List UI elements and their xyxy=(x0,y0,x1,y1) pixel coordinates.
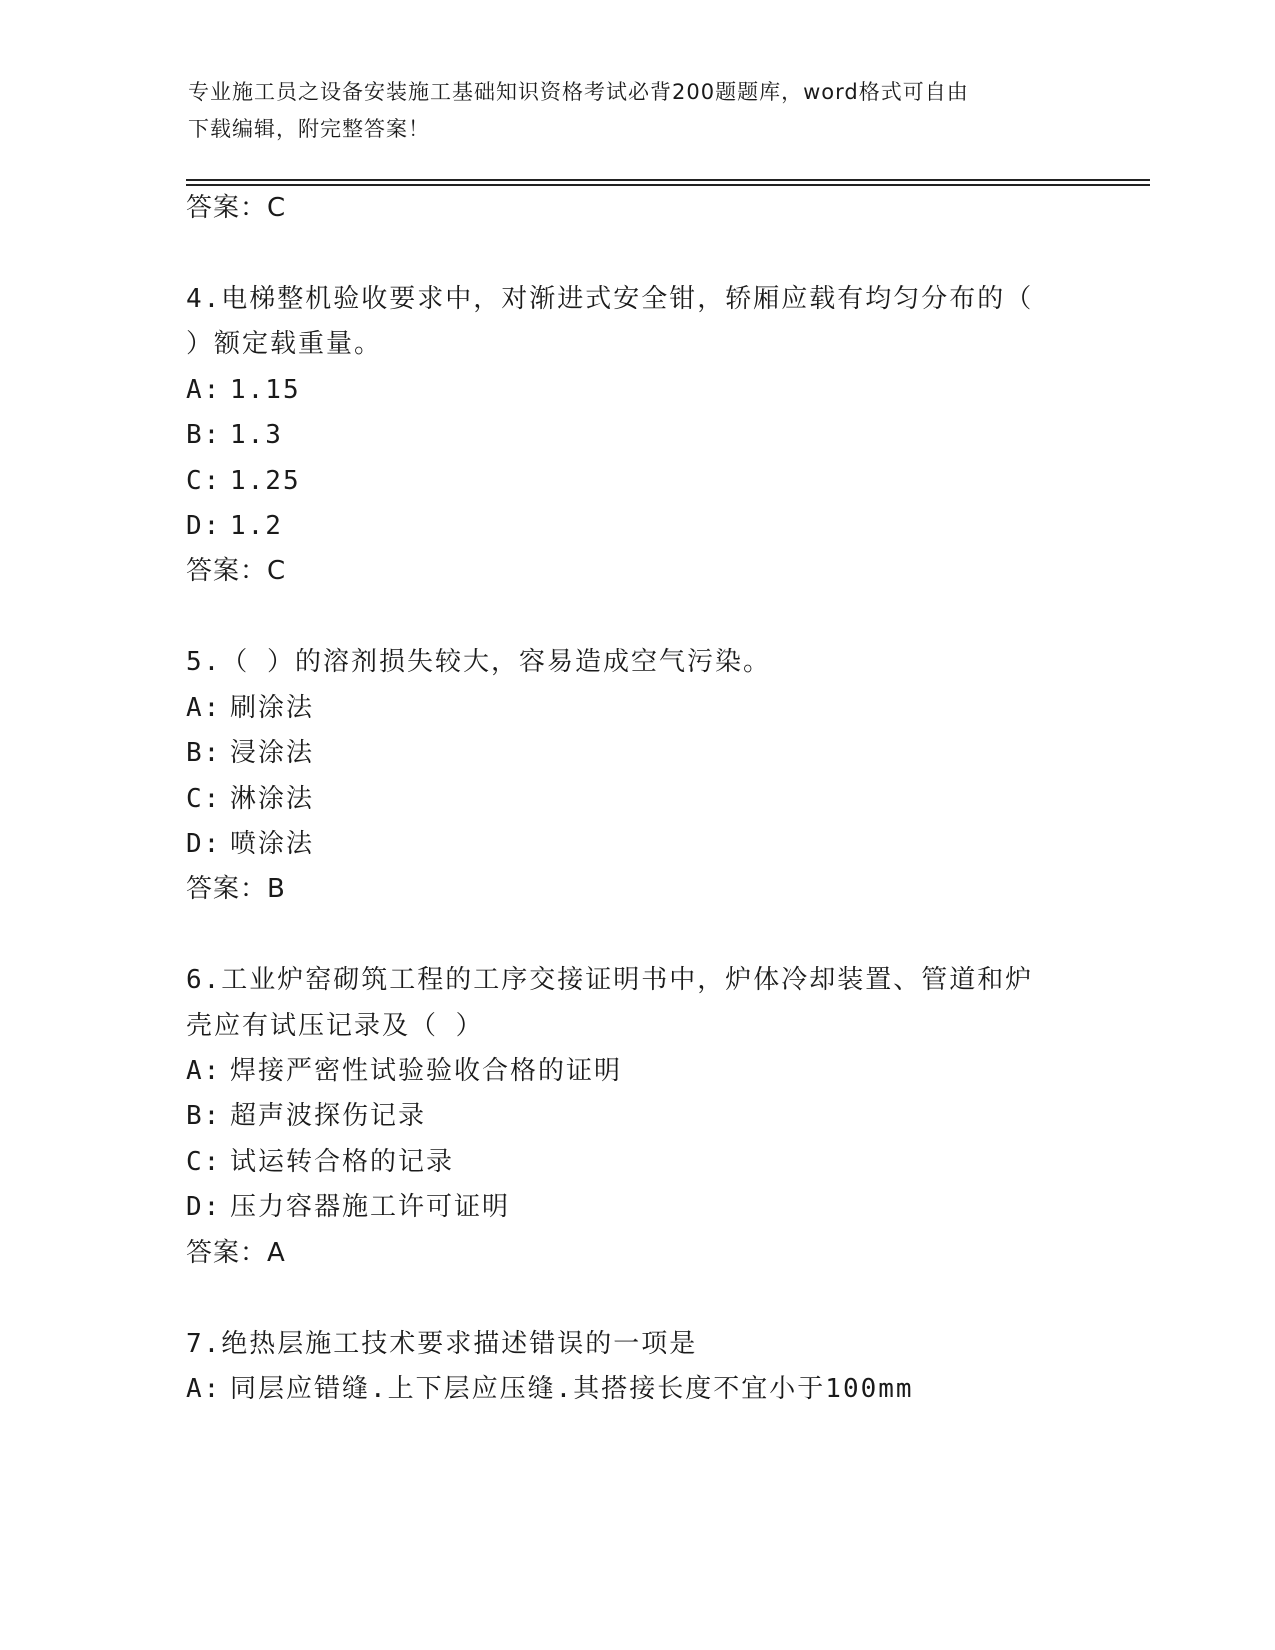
option-d xyxy=(186,504,1086,549)
question-text-line: 6.工业炉窑砌筑工程的工序交接证明书中，炉体冷却装置、管道和炉 xyxy=(186,965,1034,996)
question-7 xyxy=(186,1322,1086,1413)
answer: 答案：B xyxy=(186,874,286,905)
option-a xyxy=(186,1049,1086,1094)
option-key: C: xyxy=(186,1146,222,1177)
option-d xyxy=(186,1185,1086,1230)
header-line-1: 专业施工员之设备安装施工基础知识资格考试必背200题题库，word格式可自由 xyxy=(188,80,969,104)
answer: 答案：A xyxy=(186,1237,286,1268)
option-text: 焊接严密性试验验收合格的证明 xyxy=(230,1056,623,1087)
option-c xyxy=(186,777,1086,822)
option-key: A: xyxy=(186,692,222,723)
option-b xyxy=(186,413,1086,458)
option-key: D: xyxy=(186,828,222,859)
option-b xyxy=(186,731,1086,776)
option-d xyxy=(186,822,1086,867)
question-4 xyxy=(186,277,1086,640)
option-c xyxy=(186,1140,1086,1185)
option-text: 刷涂法 xyxy=(230,692,315,723)
option-key: A: xyxy=(186,374,222,405)
option-key: A: xyxy=(186,1056,222,1087)
option-text: 压力容器施工许可证明 xyxy=(230,1192,511,1223)
option-c xyxy=(186,459,1086,504)
header-rule-top xyxy=(186,179,1150,181)
question-text-line: 壳应有试压记录及（ ） xyxy=(186,1010,484,1041)
option-text: 喷涂法 xyxy=(230,828,315,859)
option-text: 1.25 xyxy=(230,465,301,496)
option-key: A: xyxy=(186,1374,222,1405)
page-header xyxy=(188,74,1068,148)
option-text: 浸涂法 xyxy=(230,738,315,769)
option-text: 试运转合格的记录 xyxy=(230,1146,455,1177)
option-a xyxy=(186,1367,1086,1412)
option-b xyxy=(186,1094,1086,1139)
option-key: C: xyxy=(186,783,222,814)
option-a xyxy=(186,686,1086,731)
question-text-line: 7.绝热层施工技术要求描述错误的一项是 xyxy=(186,1328,698,1359)
option-key: D: xyxy=(186,510,222,541)
header-line-2: 下载编辑，附完整答案！ xyxy=(188,117,430,141)
option-key: B: xyxy=(186,420,222,451)
previous-answer: 答案：C xyxy=(186,193,287,223)
question-list xyxy=(186,186,1086,1412)
option-text: 淋涂法 xyxy=(230,783,315,814)
question-text-line: ）额定载重量。 xyxy=(186,329,383,360)
option-text: 1.2 xyxy=(230,510,283,541)
answer: 答案：C xyxy=(186,556,287,587)
option-key: C: xyxy=(186,465,222,496)
option-key: B: xyxy=(186,738,222,769)
option-text: 1.3 xyxy=(230,420,283,451)
option-text: 超声波探伤记录 xyxy=(230,1101,427,1132)
option-text: 1.15 xyxy=(230,374,301,405)
question-6 xyxy=(186,958,1086,1321)
option-key: D: xyxy=(186,1192,222,1223)
option-key: B: xyxy=(186,1101,222,1132)
question-5 xyxy=(186,640,1086,958)
question-text-line: 4.电梯整机验收要求中，对渐进式安全钳，轿厢应载有均匀分布的（ xyxy=(186,284,1034,314)
option-a xyxy=(186,368,1086,413)
option-text: 同层应错缝.上下层应压缝.其搭接长度不宜小于100mm xyxy=(230,1374,914,1405)
question-text-line: 5.（ ）的溶剂损失较大，容易造成空气污染。 xyxy=(186,647,771,678)
